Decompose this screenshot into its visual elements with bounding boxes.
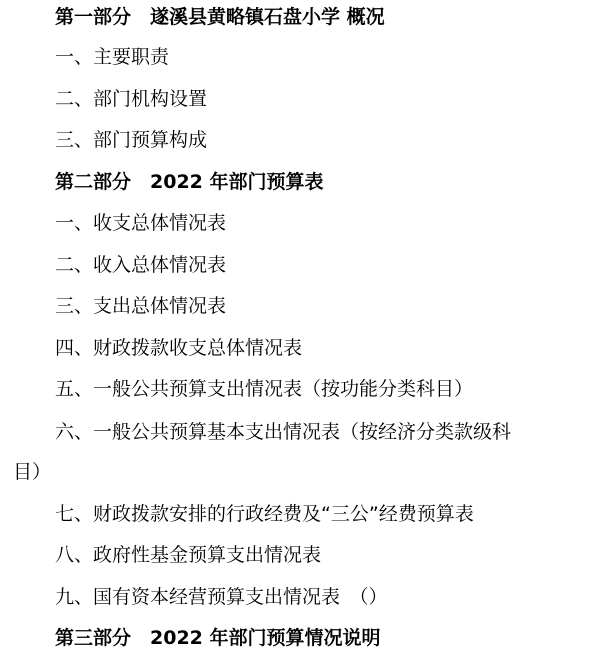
- toc-item-fiscal-allocation-overall: 四、财政拨款收支总体情况表: [55, 337, 303, 359]
- toc-item-government-fund-budget: 八、政府性基金预算支出情况表: [55, 544, 322, 566]
- toc-item-expenditure-overall: 三、支出总体情况表: [55, 295, 227, 317]
- part1-heading: 第一部分 遂溪县黄略镇石盘小学 概况: [55, 6, 385, 28]
- toc-item-general-public-budget-functional: 五、一般公共预算支出情况表（按功能分类科目）: [55, 378, 474, 400]
- toc-item-state-capital-budget: 九、国有资本经营预算支出情况表 （）: [55, 586, 388, 608]
- toc-item-general-public-basic-economic: 六、一般公共预算基本支出情况表（按经济分类款级科: [55, 421, 512, 443]
- toc-item-revenue-overall: 二、收入总体情况表: [55, 254, 227, 276]
- part3-heading: 第三部分 2022 年部门预算情况说明: [55, 627, 381, 649]
- toc-item-revenue-expenditure-overall: 一、收支总体情况表: [55, 212, 227, 234]
- toc-item-admin-and-three-public-expenses: 七、财政拨款安排的行政经费及“三公”经费预算表: [55, 503, 474, 525]
- toc-item-budget-composition: 三、部门预算构成: [55, 129, 208, 151]
- toc-item-main-duties: 一、主要职责: [55, 46, 170, 68]
- toc-item-org-setup: 二、部门机构设置: [55, 88, 208, 110]
- part2-heading: 第二部分 2022 年部门预算表: [55, 171, 324, 193]
- toc-item-general-public-basic-economic-wrap: 目）: [13, 461, 52, 483]
